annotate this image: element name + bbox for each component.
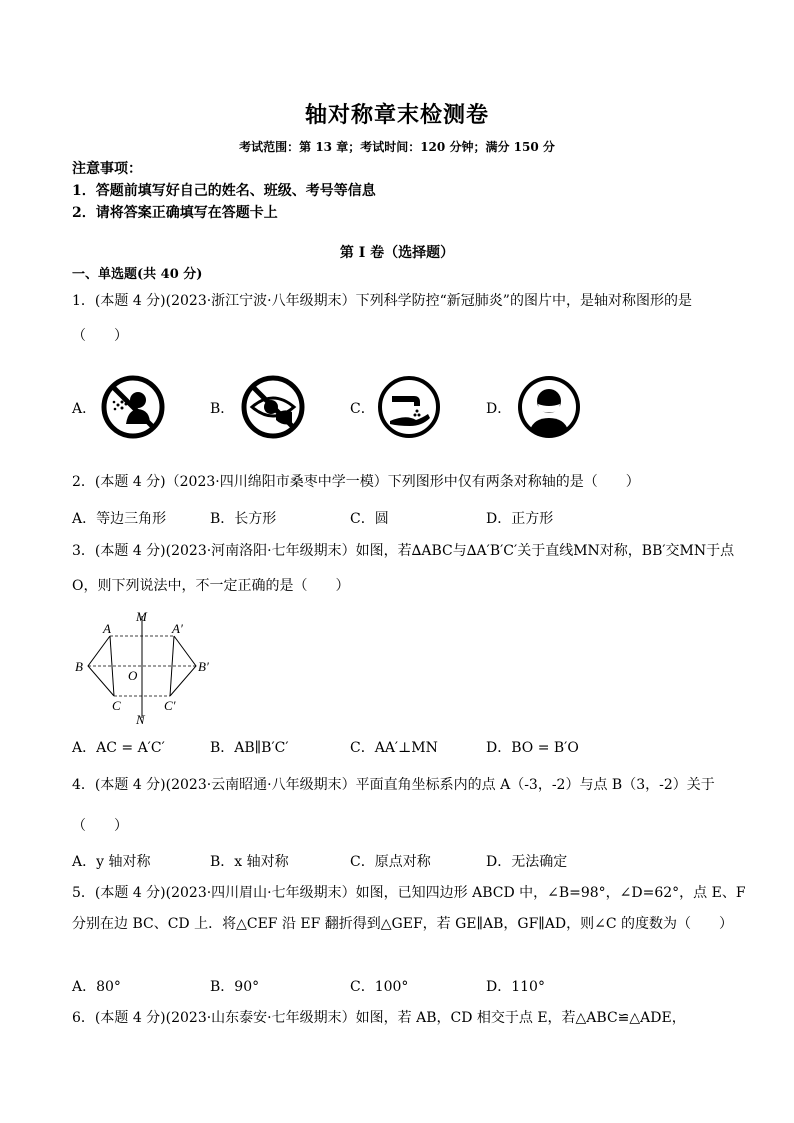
label-c: C (112, 698, 121, 713)
question-1-paren: （ ） (72, 328, 128, 344)
q5-option-a: A．80° (72, 979, 121, 995)
section-title: 一、单选题(共 40 分) (72, 267, 203, 282)
q1-option-b-label: B． (210, 401, 235, 417)
question-3-text: 3．(本题 4 分)(2023·河南洛阳·七年级期末）如图，若∆ABC与∆A′B′C′关于直线MN对称，BB′交MN于点 (72, 543, 735, 559)
q3-option-c: C．AA′⊥MN (350, 740, 438, 756)
q3-option-a: A．AC = A′C′ (72, 740, 165, 756)
no-spray-icon (100, 374, 166, 440)
label-b-prime: B′ (198, 659, 209, 674)
note-item-1: 1．答题前填写好自己的姓名、班级、考号等信息 (72, 183, 376, 199)
q5-option-b: B．90° (210, 979, 260, 995)
question-4-paren: （ ） (72, 818, 128, 834)
q3-option-d: D．BO = B′O (486, 740, 579, 756)
q4-option-d: D．无法确定 (486, 854, 568, 870)
label-c-prime: C′ (164, 698, 176, 713)
label-n: N (136, 712, 145, 727)
label-o: O (128, 668, 138, 683)
label-a: A (103, 621, 111, 636)
q5-option-c: C．100° (350, 979, 409, 995)
page-title: 轴对称章末检测卷 (304, 103, 489, 128)
no-touch-eyes-icon (240, 374, 306, 440)
question-3-text-line2: O，则下列说法中，不一定正确的是（ ） (72, 578, 350, 594)
q3-option-b: B．AB∥B′C′ (210, 740, 289, 756)
q1-option-c-label: C． (350, 401, 375, 417)
question-5-text: 5．(本题 4 分)(2023·四川眉山·七年级期末）如图，已知四边形 ABCD 中，∠B=98°，∠D=62°，点 E、F (72, 885, 746, 901)
question-4-text: 4．(本题 4 分)(2023·云南昭通·八年级期末）平面直角坐标系内的点 A（-3，-2）与点 B（3，-2）关于 (72, 777, 715, 793)
note-item-2: 2．请将答案正确填写在答题卡上 (72, 205, 278, 221)
label-a-prime: A′ (172, 621, 183, 636)
notes-heading: 注意事项： (72, 161, 142, 177)
q5-option-d: D．110° (486, 979, 545, 995)
wear-mask-icon (516, 374, 582, 440)
symmetry-figure (72, 606, 222, 728)
q4-option-a: A．y 轴对称 (72, 854, 151, 870)
q2-option-c: C．圆 (350, 511, 389, 527)
q2-option-a: A．等边三角形 (72, 511, 167, 527)
label-b: B (75, 659, 83, 674)
question-2-text: 2．(本题 4 分)（2023·四川绵阳市桑枣中学一模）下列图形中仅有两条对称轴的是（ ） (72, 474, 640, 490)
q2-option-b: B．长方形 (210, 511, 277, 527)
label-m: M (136, 609, 147, 624)
question-5-text-line2: 分别在边 BC、CD 上．将△CEF 沿 EF 翻折得到△GEF，若 GE∥AB，GF∥AD，则∠C 的度数为（ ） (72, 916, 733, 932)
wash-hands-icon (376, 374, 442, 440)
q2-option-d: D．正方形 (486, 511, 554, 527)
exam-info: 考试范围：第 13 章；考试时间：120 分钟；满分 150 分 (239, 140, 555, 154)
volume-title: 第 I 卷（选择题） (339, 245, 455, 261)
question-6-text: 6．(本题 4 分)(2023·山东泰安·七年级期末）如图，若 AB，CD 相交于点 E，若△ABC≌△ADE， (72, 1010, 686, 1026)
question-1-text: 1．(本题 4 分)(2023·浙江宁波·八年级期末）下列科学防控“新冠肺炎”的图片中，是轴对称图形的是 (72, 293, 692, 309)
q4-option-c: C．原点对称 (350, 854, 431, 870)
q1-option-d-label: D． (486, 401, 512, 417)
q1-option-a-label: A． (72, 401, 97, 417)
q4-option-b: B．x 轴对称 (210, 854, 289, 870)
